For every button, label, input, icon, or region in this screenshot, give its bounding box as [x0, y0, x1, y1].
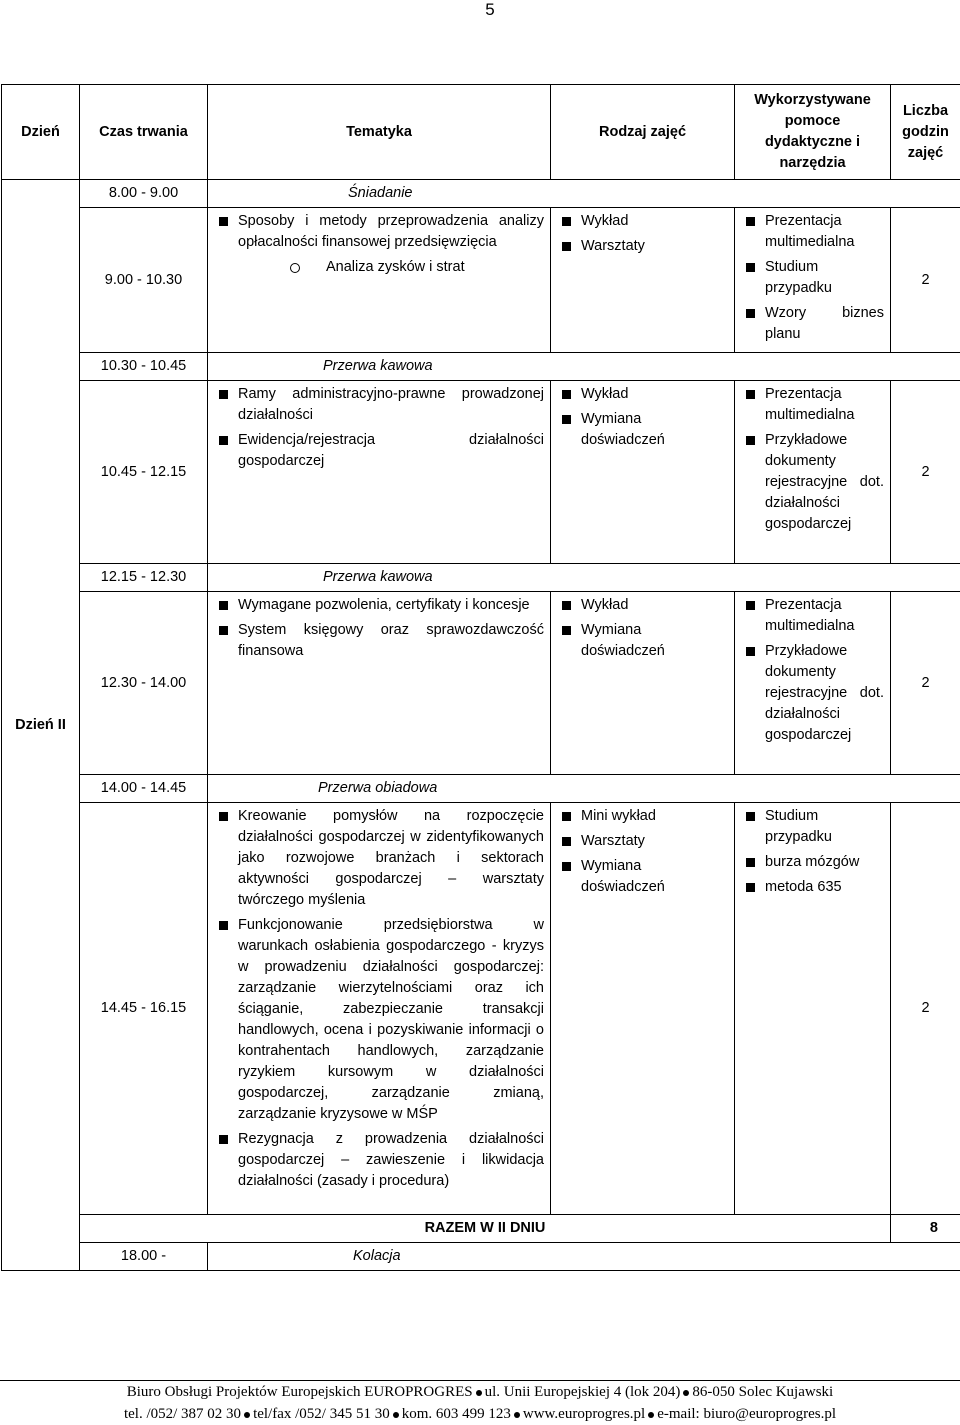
break-time: 14.00 - 14.45	[80, 775, 208, 803]
row-breakfast	[2, 180, 960, 208]
schedule-table	[1, 84, 960, 1271]
session-topics: Ramy administracyjno-prawne prowadzonej działalności Ewidencja/rejestracja działalności gospodarczej	[208, 381, 551, 564]
session-time: 12.30 - 14.00	[80, 592, 208, 775]
header-day: Dzień	[2, 85, 80, 180]
break-label: Przerwa kawowa	[208, 353, 960, 381]
footer-line-1: Biuro Obsługi Projektów Europejskich EUROPROGRES ul. Unii Europejskiej 4 (lok 204) 86-050 Solec Kujawski	[0, 1381, 960, 1403]
header-topic: Tematyka	[208, 85, 551, 180]
session-aids: Prezentacja multimedialna Przykładowe dokumenty rejestracyjne dot. działalności gospodarczej	[735, 592, 891, 775]
row-supper	[2, 1243, 960, 1271]
session-types: Wykład Warsztaty	[551, 208, 735, 353]
session-hours: 2	[891, 803, 960, 1215]
total-label: RAZEM W II DNIU	[80, 1215, 891, 1243]
subtopic-item: Analiza zysków i strat	[284, 257, 544, 278]
session-topics: Kreowanie pomysłów na rozpoczęcie działalności gospodarczej w zidentyfikowanych jako rozwojowe branżach i sektorach aktywności gospodarczej – warsztaty twórczego myślenia Funkcjonowanie przedsiębiorstwa w warunkach osłabienia gospodarczego - kryzys w prowadzeniu działalności gospodarczej: zarządzanie wierzytelnościami oraz ich ściąganie, zabezpieczanie transakcji handlowych, ocena i pozyskiwanie informacji o kontrahentach handlowych, zarządzanie ryzykiem kursowym w działalności gospodarczej, zarządzanie zmianą, zarządzanie kryzysowe w MŚP Rezygnacja z prowadzenia działalności gospodarczej – zawieszenie i likwidacja działalności (zasady i procedura)	[208, 803, 551, 1215]
total-value: 8	[891, 1215, 960, 1243]
session-row	[2, 208, 960, 353]
break-label: Przerwa obiadowa	[208, 775, 960, 803]
header-row	[2, 85, 960, 180]
session-topics	[208, 208, 551, 353]
session-aids: Prezentacja multimedialna Przykładowe dokumenty rejestracyjne dot. działalności gospodarczej	[735, 381, 891, 564]
page-number: 5	[0, 0, 960, 20]
header-type: Rodzaj zajęć	[551, 85, 735, 180]
header-duration: Czas trwania	[80, 85, 208, 180]
topic-item: Sposoby i metody przeprowadzenia analizy opłacalności finansowej przedsięwzięcia	[214, 211, 544, 253]
row-break	[2, 564, 960, 592]
session-time: 9.00 - 10.30	[80, 208, 208, 353]
session-time: 14.45 - 16.15	[80, 803, 208, 1215]
bullet-icon	[476, 1390, 482, 1396]
bullet-icon	[514, 1412, 520, 1418]
session-topics: Wymagane pozwolenia, certyfikaty i koncesje System księgowy oraz sprawozdawczość finansowa	[208, 592, 551, 775]
break-time: 10.30 - 10.45	[80, 353, 208, 381]
header-aids: Wykorzystywane pomoce dydaktyczne i narzędzia	[735, 85, 891, 180]
break-label: Śniadanie	[208, 180, 960, 208]
row-break	[2, 775, 960, 803]
session-aids: Prezentacja multimedialna Studium przypadku Wzory biznes planu	[735, 208, 891, 353]
session-aids: Studium przypadku burza mózgów metoda 635	[735, 803, 891, 1215]
bullet-icon	[244, 1412, 250, 1418]
session-types: Mini wykład Warsztaty Wymiana doświadczeń	[551, 803, 735, 1215]
break-time: 12.15 - 12.30	[80, 564, 208, 592]
session-row	[2, 592, 960, 775]
session-types: Wykład Wymiana doświadczeń	[551, 592, 735, 775]
session-hours: 2	[891, 208, 960, 353]
session-hours: 2	[891, 592, 960, 775]
break-label: Przerwa kawowa	[208, 564, 960, 592]
footer-line-2: tel. /052/ 387 02 30 tel/fax /052/ 345 51 30 kom. 603 499 123 www.europrogres.pl e-mail: biuro@europrogres.pl	[0, 1403, 960, 1425]
session-types: Wykład Wymiana doświadczeń	[551, 381, 735, 564]
session-hours: 2	[891, 381, 960, 564]
break-label: Kolacja	[208, 1243, 960, 1271]
session-time: 10.45 - 12.15	[80, 381, 208, 564]
day-label: Dzień II	[2, 180, 80, 1271]
bullet-icon	[393, 1412, 399, 1418]
header-hours: Liczba godzin zajęć	[891, 85, 960, 180]
time-breakfast: 8.00 - 9.00	[80, 180, 208, 208]
bullet-icon	[683, 1390, 689, 1396]
session-row	[2, 803, 960, 1215]
total-row	[2, 1215, 960, 1243]
page-footer	[0, 1380, 960, 1425]
row-break	[2, 353, 960, 381]
session-row	[2, 381, 960, 564]
supper-time: 18.00 -	[80, 1243, 208, 1271]
bullet-icon	[648, 1412, 654, 1418]
